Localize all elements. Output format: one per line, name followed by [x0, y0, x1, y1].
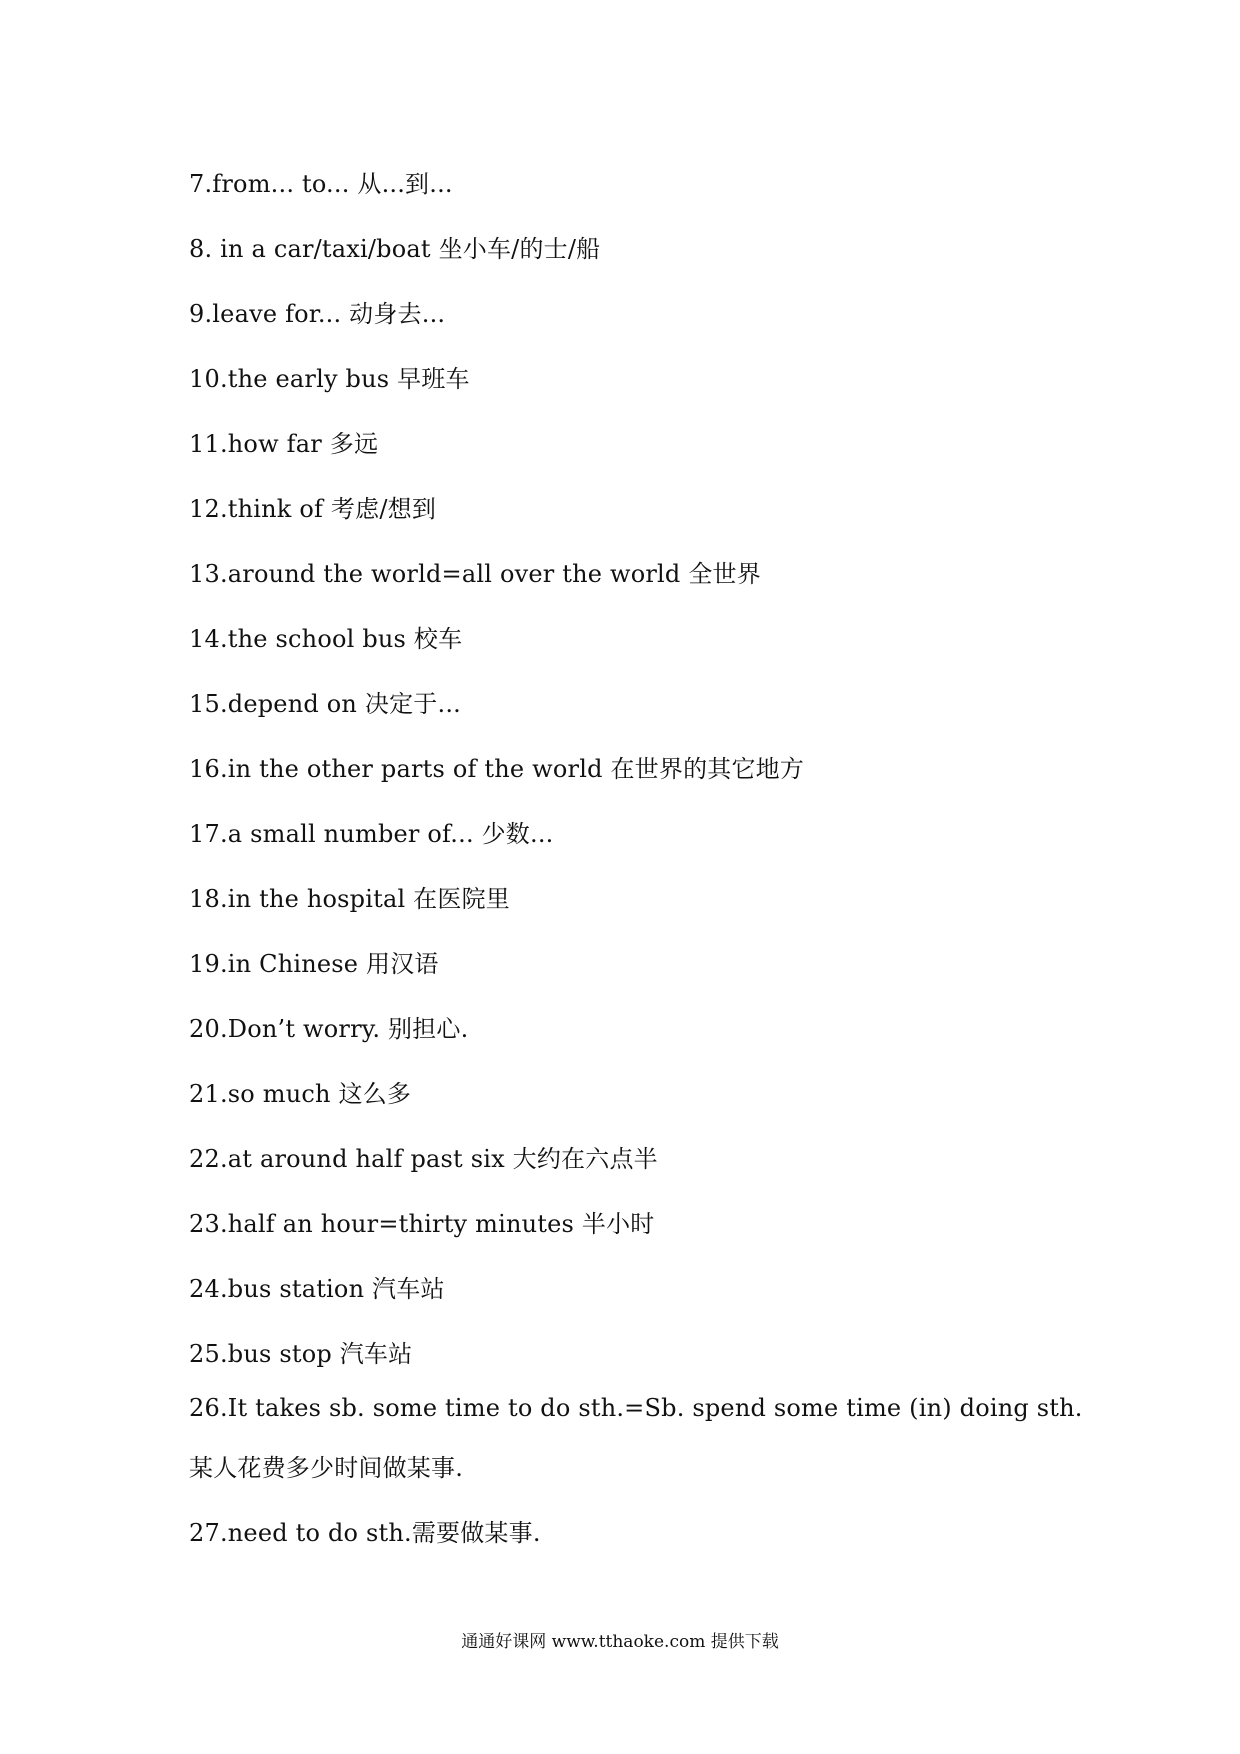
phrase-line-7: 7.from... to... 从...到...: [189, 170, 453, 198]
phrase-line-24: 24.bus station 汽车站: [189, 1275, 445, 1303]
phrase-line-17: 17.a small number of... 少数...: [189, 820, 554, 848]
phrase-line-8: 8. in a car/taxi/boat 坐小车/的士/船: [189, 235, 601, 263]
phrase-line-22: 22.at around half past six 大约在六点半: [189, 1145, 658, 1173]
phrase-line-9: 9.leave for... 动身去...: [189, 300, 446, 328]
phrase-line-26: 26.It takes sb. some time to do sth.=Sb. spend some time (in) doing sth.: [189, 1394, 1083, 1422]
phrase-line-27: 27.need to do sth.需要做某事.: [189, 1519, 541, 1547]
footer-watermark: 通通好课网 www.tthaoke.com 提供下载: [461, 1632, 779, 1652]
phrase-line-21: 21.so much 这么多: [189, 1080, 412, 1108]
phrase-line-14: 14.the school bus 校车: [189, 625, 463, 653]
phrase-line-18: 18.in the hospital 在医院里: [189, 885, 510, 913]
phrase-line-11: 11.how far 多远: [189, 430, 379, 458]
phrase-line-12: 12.think of 考虑/想到: [189, 495, 437, 523]
phrase-line-19: 19.in Chinese 用汉语: [189, 950, 439, 978]
phrase-line-15: 15.depend on 决定于...: [189, 690, 461, 718]
phrase-line-23: 23.half an hour=thirty minutes 半小时: [189, 1210, 655, 1238]
phrase-line-16: 16.in the other parts of the world 在世界的其它地方: [189, 755, 805, 783]
phrase-line-26-translation: 某人花费多少时间做某事.: [189, 1454, 464, 1482]
phrase-line-25: 25.bus stop 汽车站: [189, 1340, 413, 1368]
phrase-line-10: 10.the early bus 早班车: [189, 365, 470, 393]
phrase-line-20: 20.Don’t worry. 别担心.: [189, 1015, 469, 1043]
phrase-line-13: 13.around the world=all over the world 全世界: [189, 560, 761, 588]
